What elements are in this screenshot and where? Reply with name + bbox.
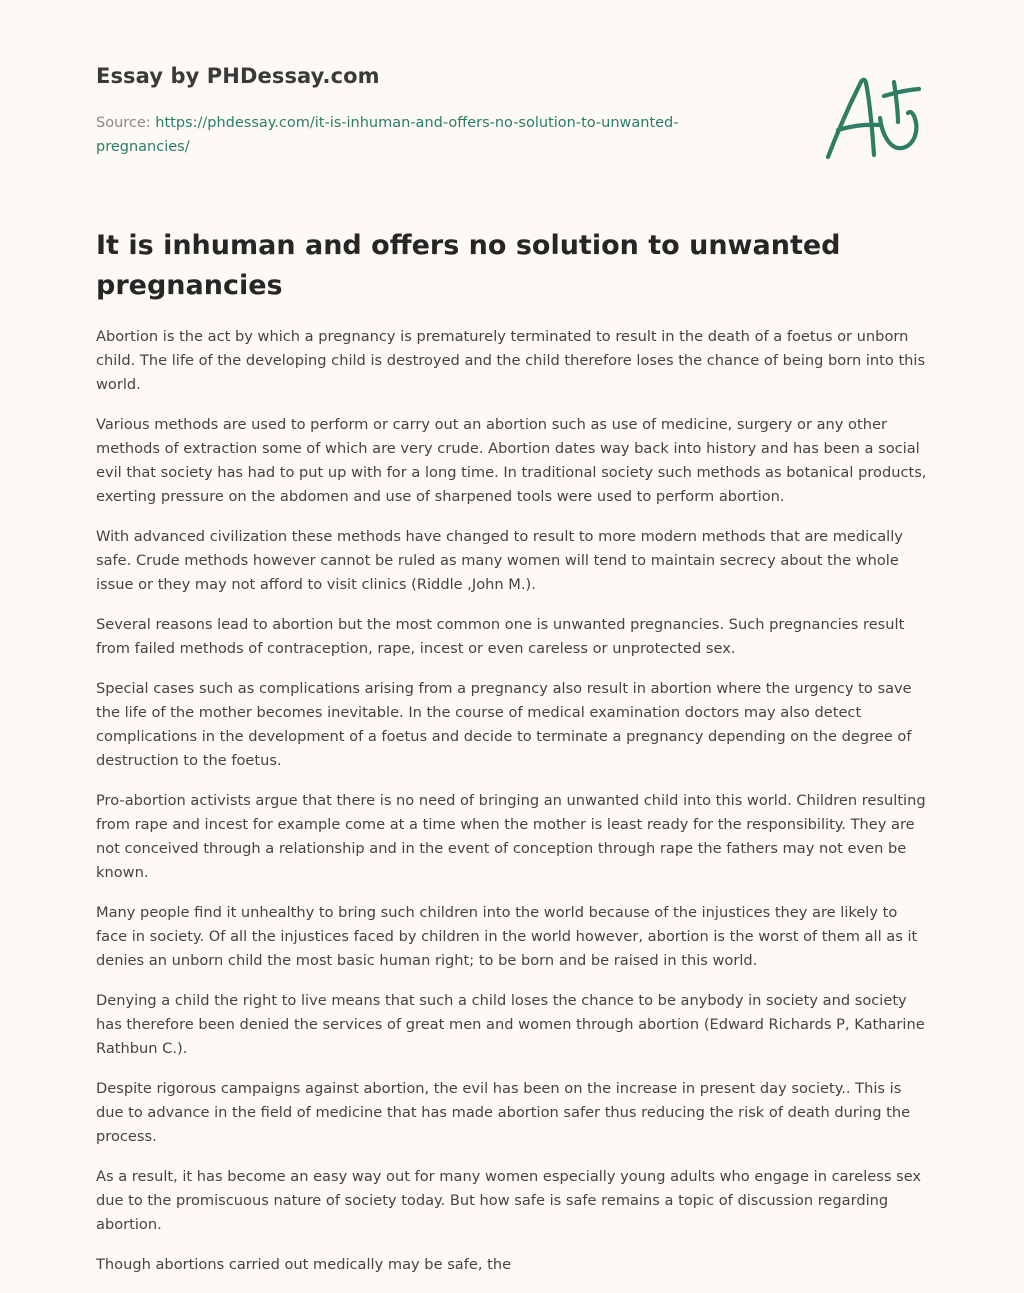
essay-paragraph: Several reasons lead to abortion but the most common one is unwanted pregnancies. Such pregnancies result from failed methods of contraception, rape, incest or even careless or unprotected sex. <box>96 616 905 657</box>
a-plus-grade-icon <box>824 66 924 166</box>
source-line <box>96 111 736 159</box>
source-label: Source: <box>96 115 151 131</box>
essay-paragraph: Denying a child the right to live means that such a child loses the chance to be anybody in society and society has therefore been denied the services of great men and women through abortion (Edward Richards P, Katharine Rathbun C.). <box>96 992 925 1057</box>
essay-paragraph: As a result, it has become an easy way out for many women especially young adults who engage in careless sex due to the promiscuous nature of society today. But how safe is safe remains a topic of discussion regarding abortion. <box>96 1168 922 1233</box>
essay-body <box>96 325 931 1293</box>
essay-paragraph: Many people find it unhealthy to bring such children into the world because of the injustices they are likely to face in society. Of all the injustices faced by children in the world however, abortion is the worst of them all as it denies an unborn child the most basic human right; to be born and be raised in this world. <box>96 904 918 969</box>
site-name: Essay by PHDessay.com <box>96 64 380 88</box>
essay-paragraph: Pro-abortion activists argue that there is no need of bringing an unwanted child into this world. Children resulting from rape and incest for example come at a time when the mother is least ready for the responsibility. They are not conceived through a relationship and in the event of conception through rape the fathers may not even be known. <box>96 792 926 881</box>
essay-page <box>96 0 936 1273</box>
essay-paragraph: Various methods are used to perform or carry out an abortion such as use of medicine, surgery or any other methods of extraction some of which are very crude. Abortion dates way back into history and has been a social evil that society has had to put up with for a long time. In traditional society such methods as botanical products, exerting pressure on the abdomen and use of sharpened tools were used to perform abortion. <box>96 416 927 505</box>
essay-paragraph: Special cases such as complications arising from a pregnancy also result in abortion where the urgency to save the life of the mother becomes inevitable. In the course of medical examination doctors may also detect complications in the development of a foetus and decide to terminate a pregnancy depending on the degree of destruction to the foetus. <box>96 680 912 769</box>
essay-paragraph: Despite rigorous campaigns against abortion, the evil has been on the increase in present day society.. This is due to advance in the field of medicine that has made abortion safer thus reducing the risk of death during the process. <box>96 1080 911 1145</box>
site-header <box>96 0 936 170</box>
essay-title: It is inhuman and offers no solution to unwanted pregnancies <box>96 230 841 301</box>
essay-paragraph: Abortion is the act by which a pregnancy is prematurely terminated to result in the death of a foetus or unborn child. The life of the developing child is destroyed and the child therefore loses the chance of being born into this world. <box>96 328 926 393</box>
essay-paragraph: Though abortions carried out medically may be safe, the <box>96 1256 512 1273</box>
essay-paragraph: With advanced civilization these methods have changed to result to more modern methods that are medically safe. Crude methods however cannot be ruled as many women will tend to maintain secrecy about the whole issue or they may not afford to visit clinics (Riddle ,John M.). <box>96 528 903 593</box>
source-link[interactable]: https://phdessay.com/it-is-inhuman-and-offers-no-solution-to-unwanted-pregnancies/ <box>96 115 679 155</box>
